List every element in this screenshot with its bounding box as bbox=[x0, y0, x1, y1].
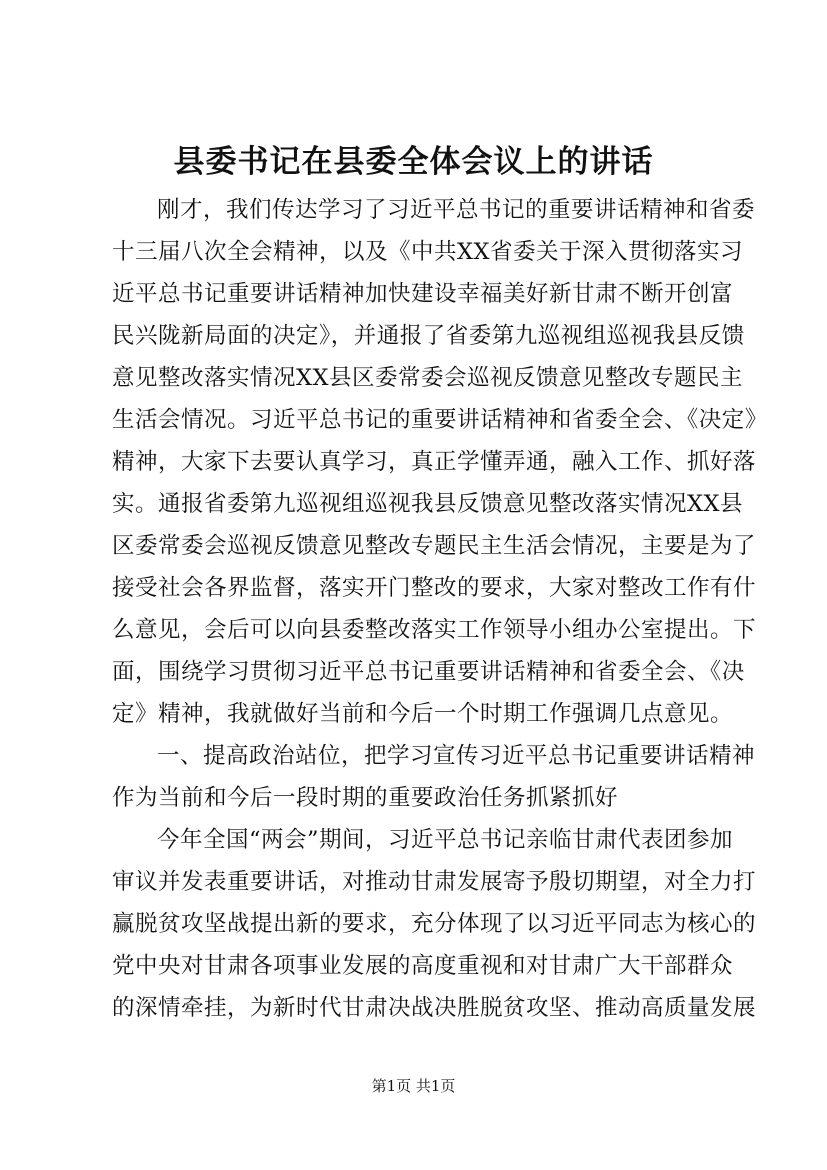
paragraph-line: 民兴陇新局面的决定》，并通报了省委第九巡视组巡视我县反馈 bbox=[112, 323, 745, 349]
paragraph-line: 的深情牵挂，为新时代甘肃决战决胜脱贫攻坚、推动高质量发展 bbox=[112, 995, 757, 1021]
section-heading-line: 作为当前和今后一段时期的重要政治任务抓紧抓好 bbox=[112, 785, 619, 811]
paragraph-line: 十三届八次全会精神，以及《中共XX省委关于深入贯彻落实习 bbox=[112, 239, 744, 265]
section-heading-line: 一、提高政治站位，把学习宣传习近平总书记重要讲话精神 bbox=[157, 743, 756, 769]
paragraph-line: 近平总书记重要讲话精神加快建设幸福美好新甘肃不断开创富 bbox=[112, 281, 734, 307]
paragraph-line: 今年全国“两会”期间，习近平总书记亲临甘肃代表团参加 bbox=[157, 827, 734, 853]
paragraph-line: 刚才，我们传达学习了习近平总书记的重要讲话精神和省委 bbox=[157, 197, 756, 223]
paragraph-line: 意见整改落实情况XX县区委常委会巡视反馈意见整改专题民主 bbox=[112, 365, 744, 391]
paragraph-line: 接受社会各界监督，落实开门整改的要求，大家对整改工作有什 bbox=[112, 575, 757, 601]
paragraph-line: 面，围绕学习贯彻习近平总书记重要讲话精神和省委全会、《决 bbox=[112, 659, 745, 685]
paragraph-line: 审议并发表重要讲话，对推动甘肃发展寄予殷切期望，对全力打 bbox=[112, 869, 757, 895]
paragraph-line: 实。通报省委第九巡视组巡视我县反馈意见整改落实情况XX县 bbox=[112, 491, 744, 517]
page-footer: 第1页 共1页 bbox=[371, 1077, 456, 1095]
paragraph-line: 定》精神，我就做好当前和今后一个时期工作强调几点意见。 bbox=[112, 701, 734, 727]
document-title: 县委书记在县委全体会议上的讲话 bbox=[173, 144, 654, 180]
paragraph-line: 党中央对甘肃各项事业发展的高度重视和对甘肃广大干部群众 bbox=[112, 953, 734, 979]
paragraph-line: 区委常委会巡视反馈意见整改专题民主生活会情况，主要是为了 bbox=[112, 533, 757, 559]
paragraph-line: 赢脱贫攻坚战提出新的要求，充分体现了以习近平同志为核心的 bbox=[112, 911, 757, 937]
paragraph-line: 精神，大家下去要认真学习，真正学懂弄通，融入工作、抓好落 bbox=[112, 449, 757, 475]
paragraph-line: 生活会情况。习近平总书记的重要讲话精神和省委全会、《决定》 bbox=[112, 407, 768, 433]
paragraph-line: 么意见，会后可以向县委整改落实工作领导小组办公室提出。下 bbox=[112, 617, 757, 643]
